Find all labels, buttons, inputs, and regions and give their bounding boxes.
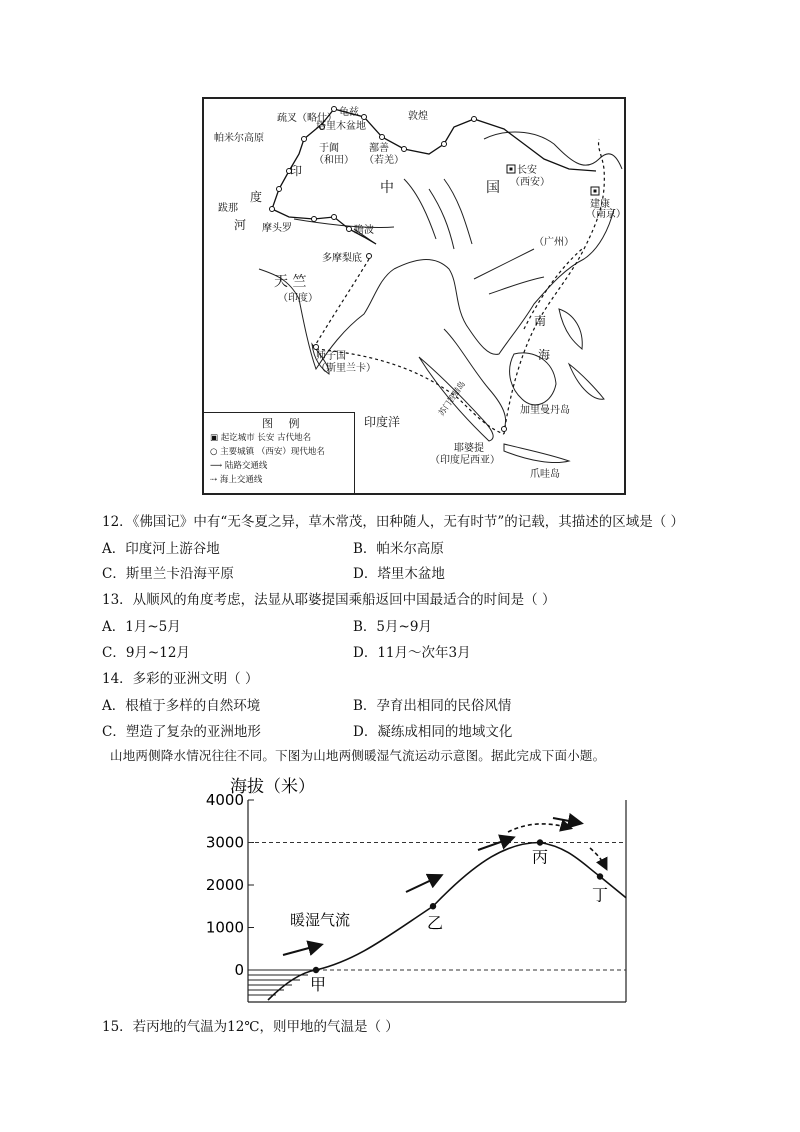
label-guangzhou: （广州）	[534, 237, 574, 248]
point-marker	[430, 903, 436, 909]
label-du: 度	[250, 190, 263, 204]
airflow-diagram	[205, 770, 638, 1010]
y-tick-label: 0	[234, 961, 244, 979]
label-nan: 南	[534, 314, 547, 328]
java-island	[504, 444, 569, 463]
airflow-label: 暖湿气流	[290, 911, 351, 929]
label-yindu: （印度）	[278, 293, 318, 304]
label-tianzhu: 天 竺	[274, 274, 307, 290]
label-indian-ocean: 印度洋	[364, 415, 401, 429]
question-15-stem: 15．若丙地的气温为12℃，则甲地的气温是（ ）	[102, 1019, 399, 1035]
legend-square-icon: ▣	[210, 433, 221, 443]
label-pamir: 帕米尔高原	[214, 133, 264, 144]
himalaya	[294, 219, 394, 227]
legend-title: 图 例	[262, 417, 306, 430]
sulawesi	[569, 364, 604, 399]
rivers	[404, 179, 472, 249]
legend-row-sea: ⇢ 海上交通线	[210, 475, 263, 485]
label-zhong: 中	[380, 180, 394, 196]
label-kalimantan: 加里曼丹岛	[520, 405, 570, 416]
north-coast	[484, 132, 622, 169]
label-guo: 国	[486, 180, 500, 196]
label-shanshan: 鄯善	[369, 143, 389, 154]
question-14-option-d[interactable]: D．凝练成相同的地域文化	[353, 724, 513, 740]
airflow-arrow	[406, 876, 440, 892]
label-jiankang: 建康	[590, 199, 610, 210]
question-13-option-a[interactable]: A．1月~5月	[102, 619, 181, 635]
question-13-option-c[interactable]: C．9月~12月	[102, 645, 190, 661]
airflow-arrows	[283, 818, 609, 955]
label-hetian: （和田）	[314, 155, 354, 166]
label-he: 河	[234, 218, 247, 232]
rivers-2	[474, 249, 544, 294]
point-marker	[537, 839, 543, 845]
philippines	[559, 309, 582, 349]
label-zhanbo: 瞻波	[354, 225, 374, 236]
silk-road-map	[202, 97, 626, 495]
airflow-arrow	[553, 818, 580, 823]
question-13-stem: 13．从顺风的角度考虑，法显从耶婆提国乘船返回中国最适合的时间是（ ）	[102, 592, 556, 608]
legend-row-start-city: ▣ 起讫城市 长安 古代地名	[210, 433, 312, 443]
question-14-option-c[interactable]: C．塑造了复杂的亚洲地形	[102, 724, 261, 740]
legend-arrow-dashed-icon: ⇢	[210, 475, 220, 485]
label-tuoye: 跋那	[218, 203, 238, 214]
question-12-option-b[interactable]: B．帕米尔高原	[353, 541, 444, 557]
y-tick-label: 1000	[205, 918, 244, 937]
question-14-stem: 14．多彩的亚洲文明（ ）	[102, 671, 259, 687]
label-shule: 疏叉（略什）	[277, 113, 337, 124]
legend-row-town: ○ 主要城镇 （西安）现代地名	[210, 447, 325, 457]
airflow-svg	[205, 770, 638, 1010]
label-xian: （西安）	[510, 177, 550, 188]
label-yepoti: 耶婆提	[454, 443, 484, 454]
airflow-arrow	[283, 945, 320, 955]
question-13-option-d[interactable]: D．11月～次年3月	[353, 645, 471, 661]
point-label: 乙	[427, 913, 444, 933]
y-tick-label: 3000	[205, 833, 244, 852]
y-tick-label: 2000	[205, 876, 244, 894]
point-label: 丁	[592, 885, 609, 905]
sea-route-4	[524, 249, 582, 329]
label-java: 爪哇岛	[530, 469, 560, 480]
label-hai: 海	[538, 348, 551, 362]
legend-arrow-solid-icon: ⟶	[210, 461, 225, 471]
label-motouluo: 摩头罗	[262, 223, 292, 234]
question-14-option-b[interactable]: B．孕育出相同的民俗风情	[353, 698, 512, 714]
question-12-stem: 12．《佛国记》中有“无冬夏之异，草木常茂，田种随人，无有时节”的记载，其描述的区域是（ ）	[102, 514, 685, 530]
map-legend	[204, 412, 355, 493]
airflow-dashed-arrow	[508, 824, 570, 832]
label-qiuci: 龟兹	[339, 107, 359, 118]
airflow-dashed-arrow	[590, 848, 606, 868]
question-12-option-a[interactable]: A．印度河上游谷地	[102, 541, 220, 557]
label-indonesia: （印度尼西亚）	[430, 455, 500, 466]
point-label: 甲	[310, 975, 327, 994]
label-shizi: 师子国	[316, 351, 346, 362]
label-dunhuang: 敦煌	[408, 111, 428, 122]
point-marker	[313, 967, 319, 973]
label-nanjing: （南京）	[586, 209, 626, 220]
label-sumatra: 苏门答腊岛	[436, 379, 468, 418]
point-marker	[597, 873, 603, 879]
y-axis-label: 海拔（米）	[230, 777, 315, 797]
label-srilanka: （斯里兰卡）	[316, 363, 376, 374]
label-ruoqiang: （若羌）	[364, 155, 404, 166]
label-changan: 长安	[517, 165, 537, 176]
label-yin: 印	[290, 164, 303, 178]
point-label: 丙	[532, 847, 549, 867]
question-12-option-c[interactable]: C．斯里兰卡沿海平原	[102, 566, 234, 582]
y-tick-label: 4000	[205, 791, 244, 809]
legend-circle-icon: ○	[210, 447, 221, 457]
label-tarim: 塔里木盆地	[316, 121, 366, 132]
question-12-option-d[interactable]: D．塔里木盆地	[353, 566, 445, 582]
legend-row-land: ⟶ 陆路交通线	[210, 461, 268, 471]
label-duomoli: 多摩梨底	[322, 253, 362, 264]
label-yutian: 于阗	[319, 143, 339, 154]
sea-route-1	[316, 259, 369, 344]
sea-hatching	[248, 970, 316, 995]
section-intro: 山地两侧降水情况往往不同。下图为山地两侧暖湿气流运动示意图。据此完成下面小题。	[110, 748, 606, 763]
question-14-option-a[interactable]: A．根植于多样的自然环境	[102, 698, 261, 714]
airflow-arrow	[478, 838, 512, 850]
question-13-option-b[interactable]: B．5月~9月	[353, 619, 432, 635]
